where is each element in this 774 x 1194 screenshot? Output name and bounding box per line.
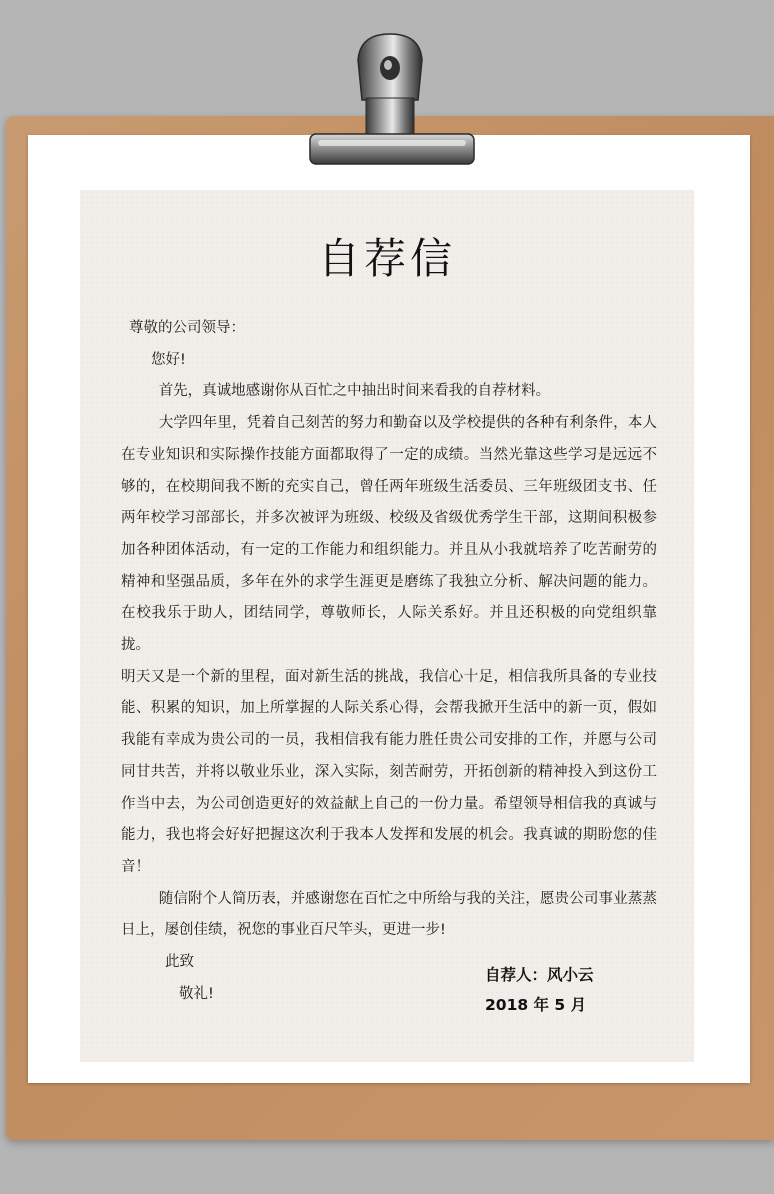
letter-title: 自荐信 bbox=[317, 234, 456, 283]
paragraph-education: 大学四年里，凭着自己刻苦的努力和勤奋以及学校提供的各种有利条件，本人在专业知识和实际操作技能方面都取得了一定的成绩。当然光靠这些学习是远远不够的，在校期间我不断的充实自己，曾任两年班级生活委员、三年班级团支书、任两年校学习部部长，并多次被评为班级、校级及省级优秀学生干部，这期间积极参加各种团体活动，有一定的工作能力和组织能力。并且从小我就培养了吃苦耐劳的精神和坚强品质，多年在外的求学生涯更是磨练了我独立分析、解决问题的能力。在校我乐于助人，团结同学，尊敬师长，人际关系好。并且还积极的向党组织靠拢。 bbox=[121, 415, 657, 654]
paragraph-attachment: 随信附个人简历表，并感谢您在百忙之中所给与我的关注，愿贵公司事业蒸蒸日上，屡创佳绩，祝您的事业百尺竿头，更进一步! bbox=[121, 890, 657, 939]
paragraph-intro: 首先，真诚地感谢你从百忙之中抽出时间来看我的自荐材料。 bbox=[158, 383, 551, 400]
letter-body bbox=[121, 313, 657, 1010]
letter-date: 2018 年 5 月 bbox=[485, 996, 587, 1014]
greeting: 您好! bbox=[151, 351, 186, 368]
paragraph-future: 明天又是一个新的里程，面对新生活的挑战，我信心十足，相信我所具备的专业技能、积累的知识，加上所掌握的人际关系心得，会帮我掀开生活中的新一页，假如我能有幸成为贵公司的一员，我相信我有能力胜任贵公司安排的工作，并愿与公司同甘共苦，并将以敬业乐业，深入实际，刻苦耐劳，开拓创新的精神投入到这份工作当中去，为公司创造更好的效益献上自己的一份力量。希望领导相信我的真诚与能力，我也将会好好把握这次利于我本人发挥和发展的机会。我真诚的期盼您的佳音！ bbox=[121, 668, 657, 875]
signature: 自荐人：风小云 bbox=[485, 966, 594, 984]
binder-clip-icon bbox=[300, 30, 480, 180]
closing-regards: 敬礼! bbox=[179, 985, 214, 1002]
closing-salute: 此致 bbox=[165, 954, 194, 971]
salutation: 尊敬的公司领导： bbox=[129, 320, 245, 336]
signature-block bbox=[485, 960, 594, 1020]
